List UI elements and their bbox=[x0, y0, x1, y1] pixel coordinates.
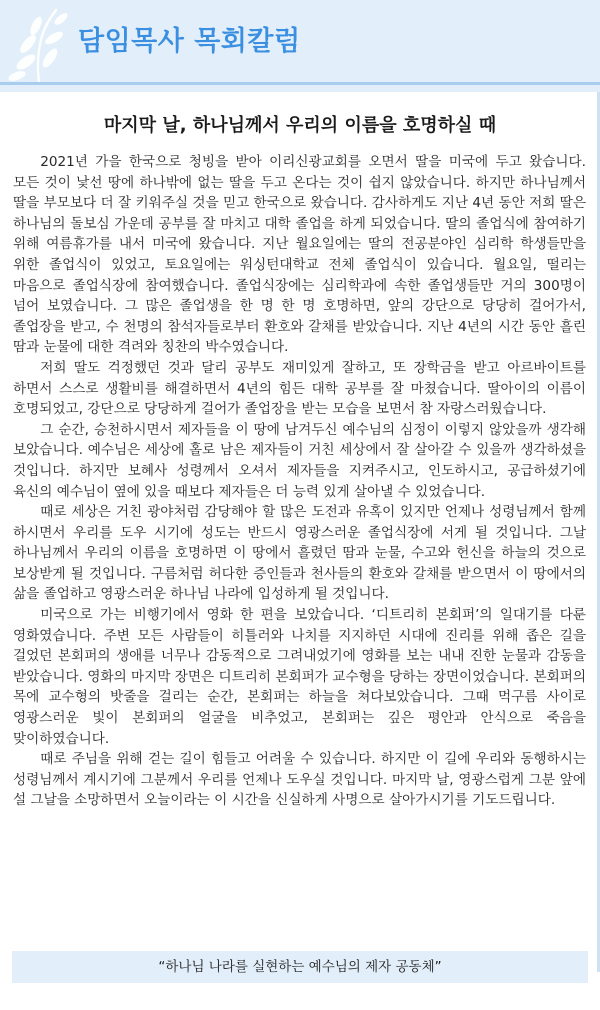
column-category-title: 담임목사 목회칼럼 bbox=[78, 26, 301, 57]
article-title: 마지막 날, 하나님께서 우리의 이름을 호명하실 때 bbox=[103, 115, 497, 136]
paragraph: 2021년 가을 한국으로 청빙을 받아 이리신광교회를 오면서 딸을 미국에 두고 왔습니다. 모든 것이 낯선 땅에 하나밖에 없는 딸을 두고 온다는 것이 쉽지 않았습니다. 하지만 하나님께서 딸을 부모보다 더 잘 키워주실 것을 믿고 한국으로 왔습니다. 감사하게도 지난 4년 동안 저희 딸은 하나님의 돌보심 가운데 공부를 잘 마치고 대학 졸업을 하게 되었습니다. 딸의 졸업식에 참여하기 위해 여름휴가를 내서 미국에 왔습니다. 지난 월요일에는 딸의 전공분야인 심리학 학생들만을 위한 졸업식이 있었고, 토요일에는 워싱턴대학교 전체 졸업식이 있습니다. 월요일, 떨리는 마음으로 졸업식장에 참여했습니다. 졸업식장에는 심리학과에 속한 졸업생들만 거의 300명이 넘어 보였습니다. 그 많은 졸업생을 한 명 한 명 호명하면, 앞의 강단으로 당당히 걸어가서, 졸업장을 받고, 수 천명의 참석자들로부터 환호와 갈채를 받았습니다. 지난 4년의 시간 동안 흘린 땀과 눈물에 대한 격려와 칭찬의 박수였습니다. bbox=[13, 154, 586, 356]
paragraph: 때로 세상은 거친 광야처럼 감당해야 할 많은 도전과 유혹이 있지만 언제나 성령님께서 함께 하시면서 우리를 도우 시기에 성도는 반드시 영광스러운 졸업식장에 서게 될 것입니다. 그날 하나님께서 우리의 이름을 호명하면 이 땅에서 흘렸던 땀과 눈물, 수고와 헌신을 하늘의 것으로 보상받게 될 것입니다. 구름처럼 허다한 증인들과 천사들의 환호와 갈채를 받으면서 이 땅에서의 삶을 졸업하고 영광스러운 하나님 나라에 입성하게 될 것입니다. bbox=[13, 504, 586, 603]
church-motto: “하나님 나라를 실현하는 예수님의 제자 공동체” bbox=[158, 959, 442, 975]
leaf-branch-icon bbox=[6, 6, 74, 84]
header-banner bbox=[0, 0, 600, 92]
paragraph: 그 순간, 승천하시면서 제자들을 이 땅에 남겨두신 예수님의 심정이 이렇지 않았을까 생각해 보았습니다. 예수님은 세상에 홀로 남은 제자들이 거친 세상에서 잘 살아갈 수 있을까 생각하셨을 것입니다. 하지만 보혜사 성령께서 오셔서 제자들을 지켜주시고, 인도하시고, 공급하셨기에 육신의 예수님이 옆에 있을 때보다 제자들은 더 능력 있게 살아낼 수 있었습니다. bbox=[13, 421, 586, 500]
paragraph: 미국으로 가는 비행기에서 영화 한 편을 보았습니다. ‘디트리히 본회퍼’의 일대기를 다룬 영화였습니다. 주변 모든 사람들이 히틀러와 나치를 지지하던 시대에 진리를 위해 좁은 길을 걸었던 본회퍼의 생애를 너무나 감동적으로 그려내었기에 영화를 보는 내내 진한 눈물과 감동을 받았습니다. 영화의 마지막 장면은 디트리히 본회퍼가 교수형을 당하는 장면이었습니다. 본회퍼의 목에 교수형의 밧줄을 걸리는 순간, 본회퍼는 하늘을 쳐다보았습니다. 그때 먹구름 사이로 영광스러운 빛이 본회퍼의 얼굴을 비추었고, 본회퍼는 깊은 평안과 안식으로 죽음을 맞이하였습니다. bbox=[13, 607, 586, 747]
church-motto-banner bbox=[12, 951, 588, 983]
paragraph: 저희 딸도 걱정했던 것과 달리 공부도 재미있게 잘하고, 또 장학금을 받고 아르바이트를 하면서 스스로 생활비를 해결하면서 4년의 힘든 대학 공부를 잘 마쳤습니다. 딸아이의 이름이 호명되었고, 강단으로 당당하게 걸어가 졸업장을 받는 모습을 보면서 참 자랑스러웠습니다. bbox=[13, 359, 586, 418]
paragraph: 때로 주님을 위해 걷는 길이 힘들고 어려울 수 있습니다. 하지만 이 길에 우리와 동행하시는 성령님께서 계시기에 그분께서 우리를 언제나 도우실 것입니다. 마지막 날, 영광스럽게 그분 앞에 설 그날을 소망하면서 오늘이라는 이 시간을 신실하게 사명으로 살아가시기를 기도드립니다. bbox=[13, 751, 586, 809]
header-divider bbox=[0, 82, 600, 85]
article-body bbox=[13, 152, 586, 811]
